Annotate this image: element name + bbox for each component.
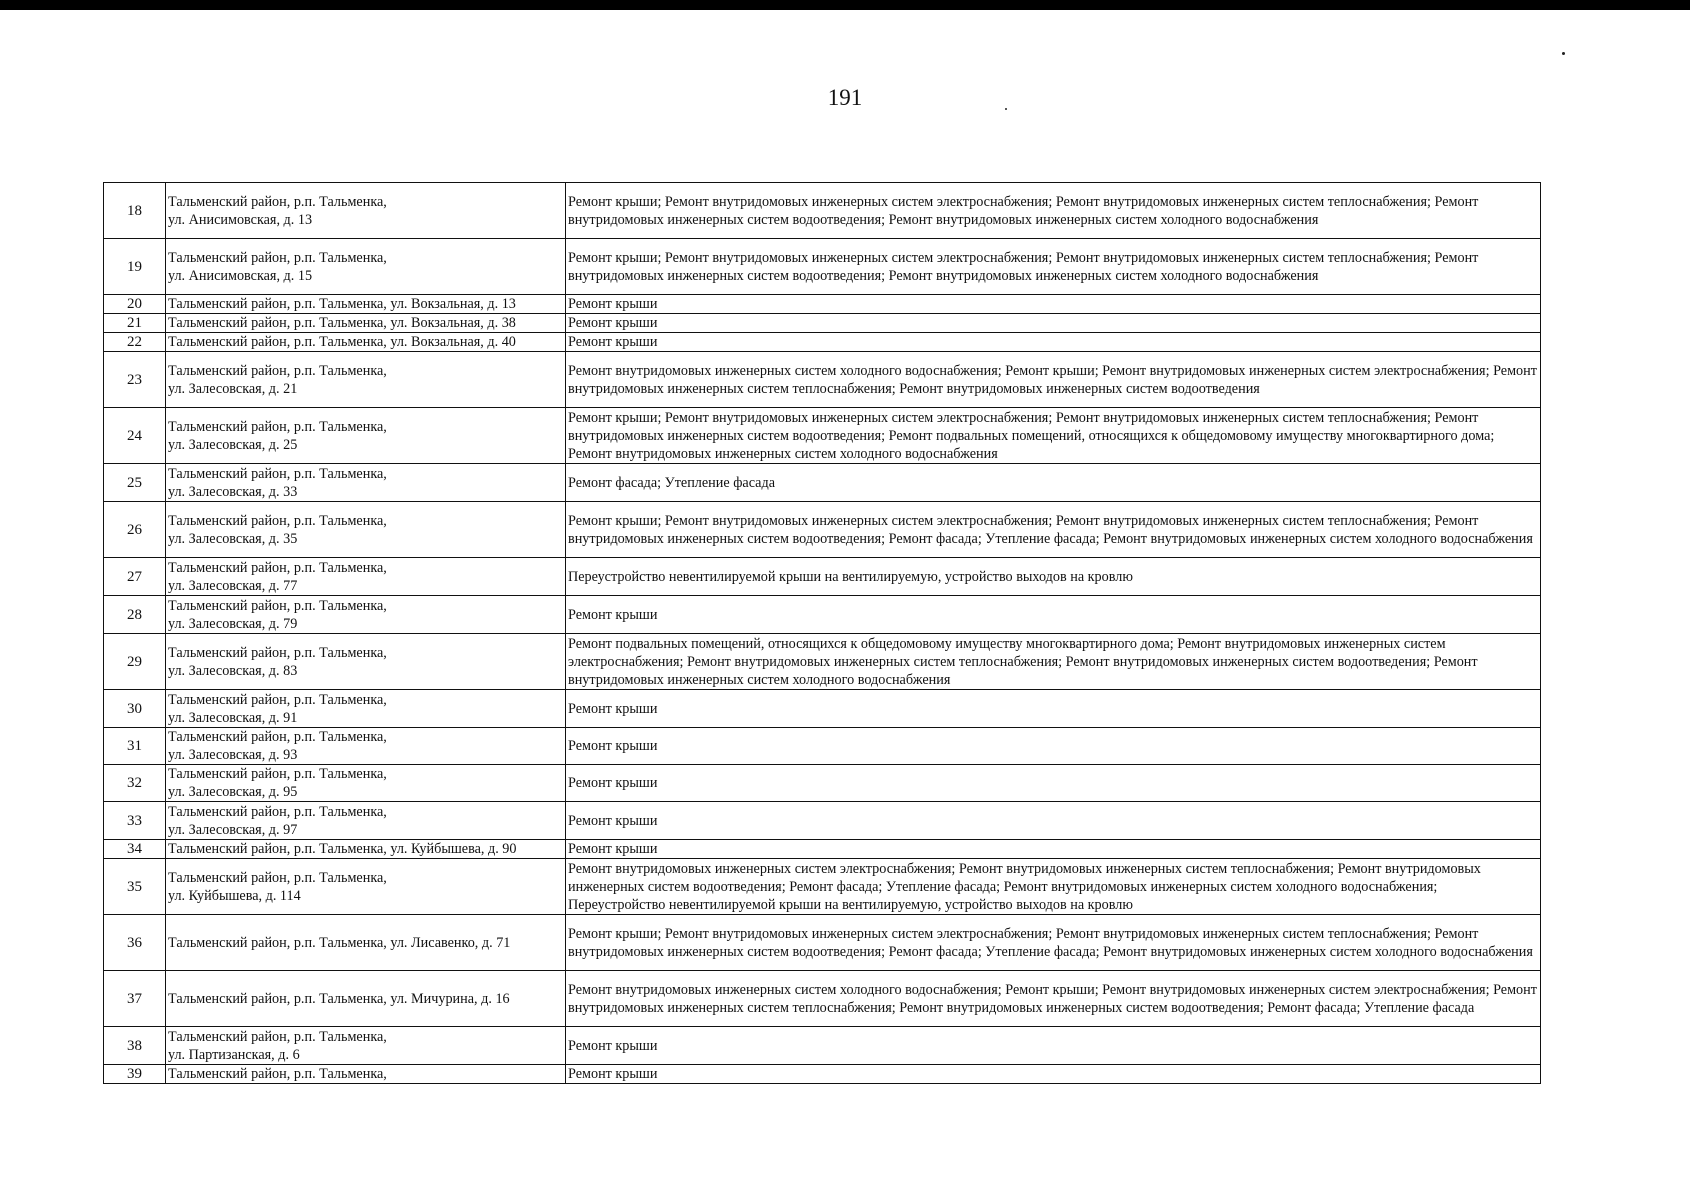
repair-works-cell: Ремонт крыши; Ремонт внутридомовых инженерных систем электроснабжения; Ремонт внутридомовых инженерных систем теплоснабжения; Ремонт внутридомовых инженерных систем водоотведения; Ремонт фасада; Утепление фасада; Ремонт внутридомовых инженерных систем холодного водоснабжения: [566, 915, 1541, 971]
row-number-cell: 38: [104, 1027, 166, 1065]
table-row: [104, 728, 1541, 765]
row-number-cell: 20: [104, 295, 166, 314]
row-number-cell: 39: [104, 1065, 166, 1084]
address-cell: Тальменский район, р.п. Тальменка, ул. Залесовская, д. 95: [166, 765, 566, 802]
scan-speck: [1562, 52, 1565, 55]
table-row: [104, 239, 1541, 295]
repair-works-cell: Ремонт крыши: [566, 333, 1541, 352]
repair-works-cell: Ремонт крыши: [566, 1027, 1541, 1065]
repair-works-cell: Ремонт крыши; Ремонт внутридомовых инженерных систем электроснабжения; Ремонт внутридомовых инженерных систем теплоснабжения; Ремонт внутридомовых инженерных систем водоотведения; Ремонт внутридомовых инженерных систем холодного водоснабжения: [566, 239, 1541, 295]
table-row: [104, 352, 1541, 408]
table-row: [104, 765, 1541, 802]
address-cell: Тальменский район, р.п. Тальменка, ул. Залесовская, д. 35: [166, 502, 566, 558]
repair-works-cell: Переустройство невентилируемой крыши на вентилируемую, устройство выходов на кровлю: [566, 558, 1541, 596]
row-number-cell: 19: [104, 239, 166, 295]
table-row: [104, 634, 1541, 690]
address-cell: Тальменский район, р.п. Тальменка, ул. Вокзальная, д. 38: [166, 314, 566, 333]
row-number-cell: 22: [104, 333, 166, 352]
address-cell: Тальменский район, р.п. Тальменка, ул. Мичурина, д. 16: [166, 971, 566, 1027]
row-number-cell: 35: [104, 859, 166, 915]
table-row: [104, 596, 1541, 634]
address-cell: Тальменский район, р.п. Тальменка, ул. Залесовская, д. 21: [166, 352, 566, 408]
address-cell: Тальменский район, р.п. Тальменка, ул. Залесовская, д. 91: [166, 690, 566, 728]
row-number-cell: 29: [104, 634, 166, 690]
repair-works-cell: Ремонт крыши: [566, 728, 1541, 765]
repair-works-cell: Ремонт крыши: [566, 840, 1541, 859]
row-number-cell: 36: [104, 915, 166, 971]
repair-works-cell: Ремонт крыши: [566, 295, 1541, 314]
page-number: 191: [827, 85, 863, 110]
address-cell: Тальменский район, р.п. Тальменка, ул. Куйбышева, д. 114: [166, 859, 566, 915]
table-row: [104, 840, 1541, 859]
table-row: [104, 971, 1541, 1027]
table-row: [104, 183, 1541, 239]
address-cell: Тальменский район, р.п. Тальменка, ул. Залесовская, д. 93: [166, 728, 566, 765]
row-number-cell: 28: [104, 596, 166, 634]
table-row: [104, 690, 1541, 728]
repair-works-cell: Ремонт внутридомовых инженерных систем холодного водоснабжения; Ремонт крыши; Ремонт внутридомовых инженерных систем электроснабжения; Ремонт внутридомовых инженерных систем теплоснабжения; Ремонт внутридомовых инженерных систем водоотведения; Ремонт фасада; Утепление фасада: [566, 971, 1541, 1027]
address-cell: Тальменский район, р.п. Тальменка, ул. Залесовская, д. 25: [166, 408, 566, 464]
address-cell: Тальменский район, р.п. Тальменка, ул. Залесовская, д. 33: [166, 464, 566, 502]
repair-works-cell: Ремонт подвальных помещений, относящихся к общедомовому имуществу многоквартирного дома; Ремонт внутридомовых инженерных систем электроснабжения; Ремонт внутридомовых инженерных систем теплоснабжения; Ремонт внутридомовых инженерных систем водоотведения; Ремонт внутридомовых инженерных систем холодного водоснабжения: [566, 634, 1541, 690]
table-body: [104, 183, 1541, 1084]
address-cell: Тальменский район, р.п. Тальменка, ул. Залесовская, д. 83: [166, 634, 566, 690]
table-row: [104, 859, 1541, 915]
row-number-cell: 26: [104, 502, 166, 558]
repair-works-cell: Ремонт крыши: [566, 314, 1541, 333]
table-row: [104, 1027, 1541, 1065]
row-number-cell: 37: [104, 971, 166, 1027]
table-row: [104, 802, 1541, 840]
repair-works-cell: Ремонт внутридомовых инженерных систем электроснабжения; Ремонт внутридомовых инженерных систем теплоснабжения; Ремонт внутридомовых инженерных систем водоотведения; Ремонт фасада; Утепление фасада; Ремонт внутридомовых инженерных систем холодного водоснабжения; Переустройство невентилируемой крыши на вентилируемую, устройство выходов на кровлю: [566, 859, 1541, 915]
row-number-cell: 32: [104, 765, 166, 802]
repair-works-cell: Ремонт крыши: [566, 1065, 1541, 1084]
address-cell: Тальменский район, р.п. Тальменка, ул. Куйбышева, д. 90: [166, 840, 566, 859]
address-cell: Тальменский район, р.п. Тальменка, ул. Вокзальная, д. 40: [166, 333, 566, 352]
repair-works-cell: Ремонт крыши; Ремонт внутридомовых инженерных систем электроснабжения; Ремонт внутридомовых инженерных систем теплоснабжения; Ремонт внутридомовых инженерных систем водоотведения; Ремонт фасада; Утепление фасада; Ремонт внутридомовых инженерных систем холодного водоснабжения: [566, 502, 1541, 558]
table-row: [104, 333, 1541, 352]
row-number-cell: 18: [104, 183, 166, 239]
table-row: [104, 915, 1541, 971]
address-cell: Тальменский район, р.п. Тальменка, ул. Анисимовская, д. 13: [166, 183, 566, 239]
address-cell: Тальменский район, р.п. Тальменка,: [166, 1065, 566, 1084]
table-row: [104, 464, 1541, 502]
row-number-cell: 30: [104, 690, 166, 728]
table-row: [104, 295, 1541, 314]
repair-works-cell: Ремонт крыши: [566, 765, 1541, 802]
repair-works-table: [103, 182, 1541, 1084]
table-row: [104, 314, 1541, 333]
repair-works-cell: Ремонт крыши: [566, 596, 1541, 634]
address-cell: Тальменский район, р.п. Тальменка, ул. Залесовская, д. 77: [166, 558, 566, 596]
repair-works-cell: Ремонт крыши: [566, 690, 1541, 728]
address-cell: Тальменский район, р.п. Тальменка, ул. Залесовская, д. 97: [166, 802, 566, 840]
scan-top-border: [0, 0, 1690, 10]
row-number-cell: 31: [104, 728, 166, 765]
repair-works-cell: Ремонт внутридомовых инженерных систем холодного водоснабжения; Ремонт крыши; Ремонт внутридомовых инженерных систем электроснабжения; Ремонт внутридомовых инженерных систем теплоснабжения; Ремонт внутридомовых инженерных систем водоотведения: [566, 352, 1541, 408]
repair-works-cell: Ремонт фасада; Утепление фасада: [566, 464, 1541, 502]
address-cell: Тальменский район, р.п. Тальменка, ул. Анисимовская, д. 15: [166, 239, 566, 295]
repair-works-cell: Ремонт крыши; Ремонт внутридомовых инженерных систем электроснабжения; Ремонт внутридомовых инженерных систем теплоснабжения; Ремонт внутридомовых инженерных систем водоотведения; Ремонт внутридомовых инженерных систем холодного водоснабжения: [566, 183, 1541, 239]
address-cell: Тальменский район, р.п. Тальменка, ул. Партизанская, д. 6: [166, 1027, 566, 1065]
address-cell: Тальменский район, р.п. Тальменка, ул. Лисавенко, д. 71: [166, 915, 566, 971]
row-number-cell: 21: [104, 314, 166, 333]
row-number-cell: 33: [104, 802, 166, 840]
table-row: [104, 502, 1541, 558]
address-cell: Тальменский район, р.п. Тальменка, ул. Залесовская, д. 79: [166, 596, 566, 634]
repair-works-cell: Ремонт крыши: [566, 802, 1541, 840]
row-number-cell: 23: [104, 352, 166, 408]
table-row: [104, 1065, 1541, 1084]
table-row: [104, 558, 1541, 596]
row-number-cell: 25: [104, 464, 166, 502]
row-number-cell: 34: [104, 840, 166, 859]
address-cell: Тальменский район, р.п. Тальменка, ул. Вокзальная, д. 13: [166, 295, 566, 314]
repair-works-cell: Ремонт крыши; Ремонт внутридомовых инженерных систем электроснабжения; Ремонт внутридомовых инженерных систем теплоснабжения; Ремонт внутридомовых инженерных систем водоотведения; Ремонт подвальных помещений, относящихся к общедомовому имуществу многоквартирного дома; Ремонт внутридомовых инженерных систем холодного водоснабжения: [566, 408, 1541, 464]
row-number-cell: 24: [104, 408, 166, 464]
table-row: [104, 408, 1541, 464]
row-number-cell: 27: [104, 558, 166, 596]
